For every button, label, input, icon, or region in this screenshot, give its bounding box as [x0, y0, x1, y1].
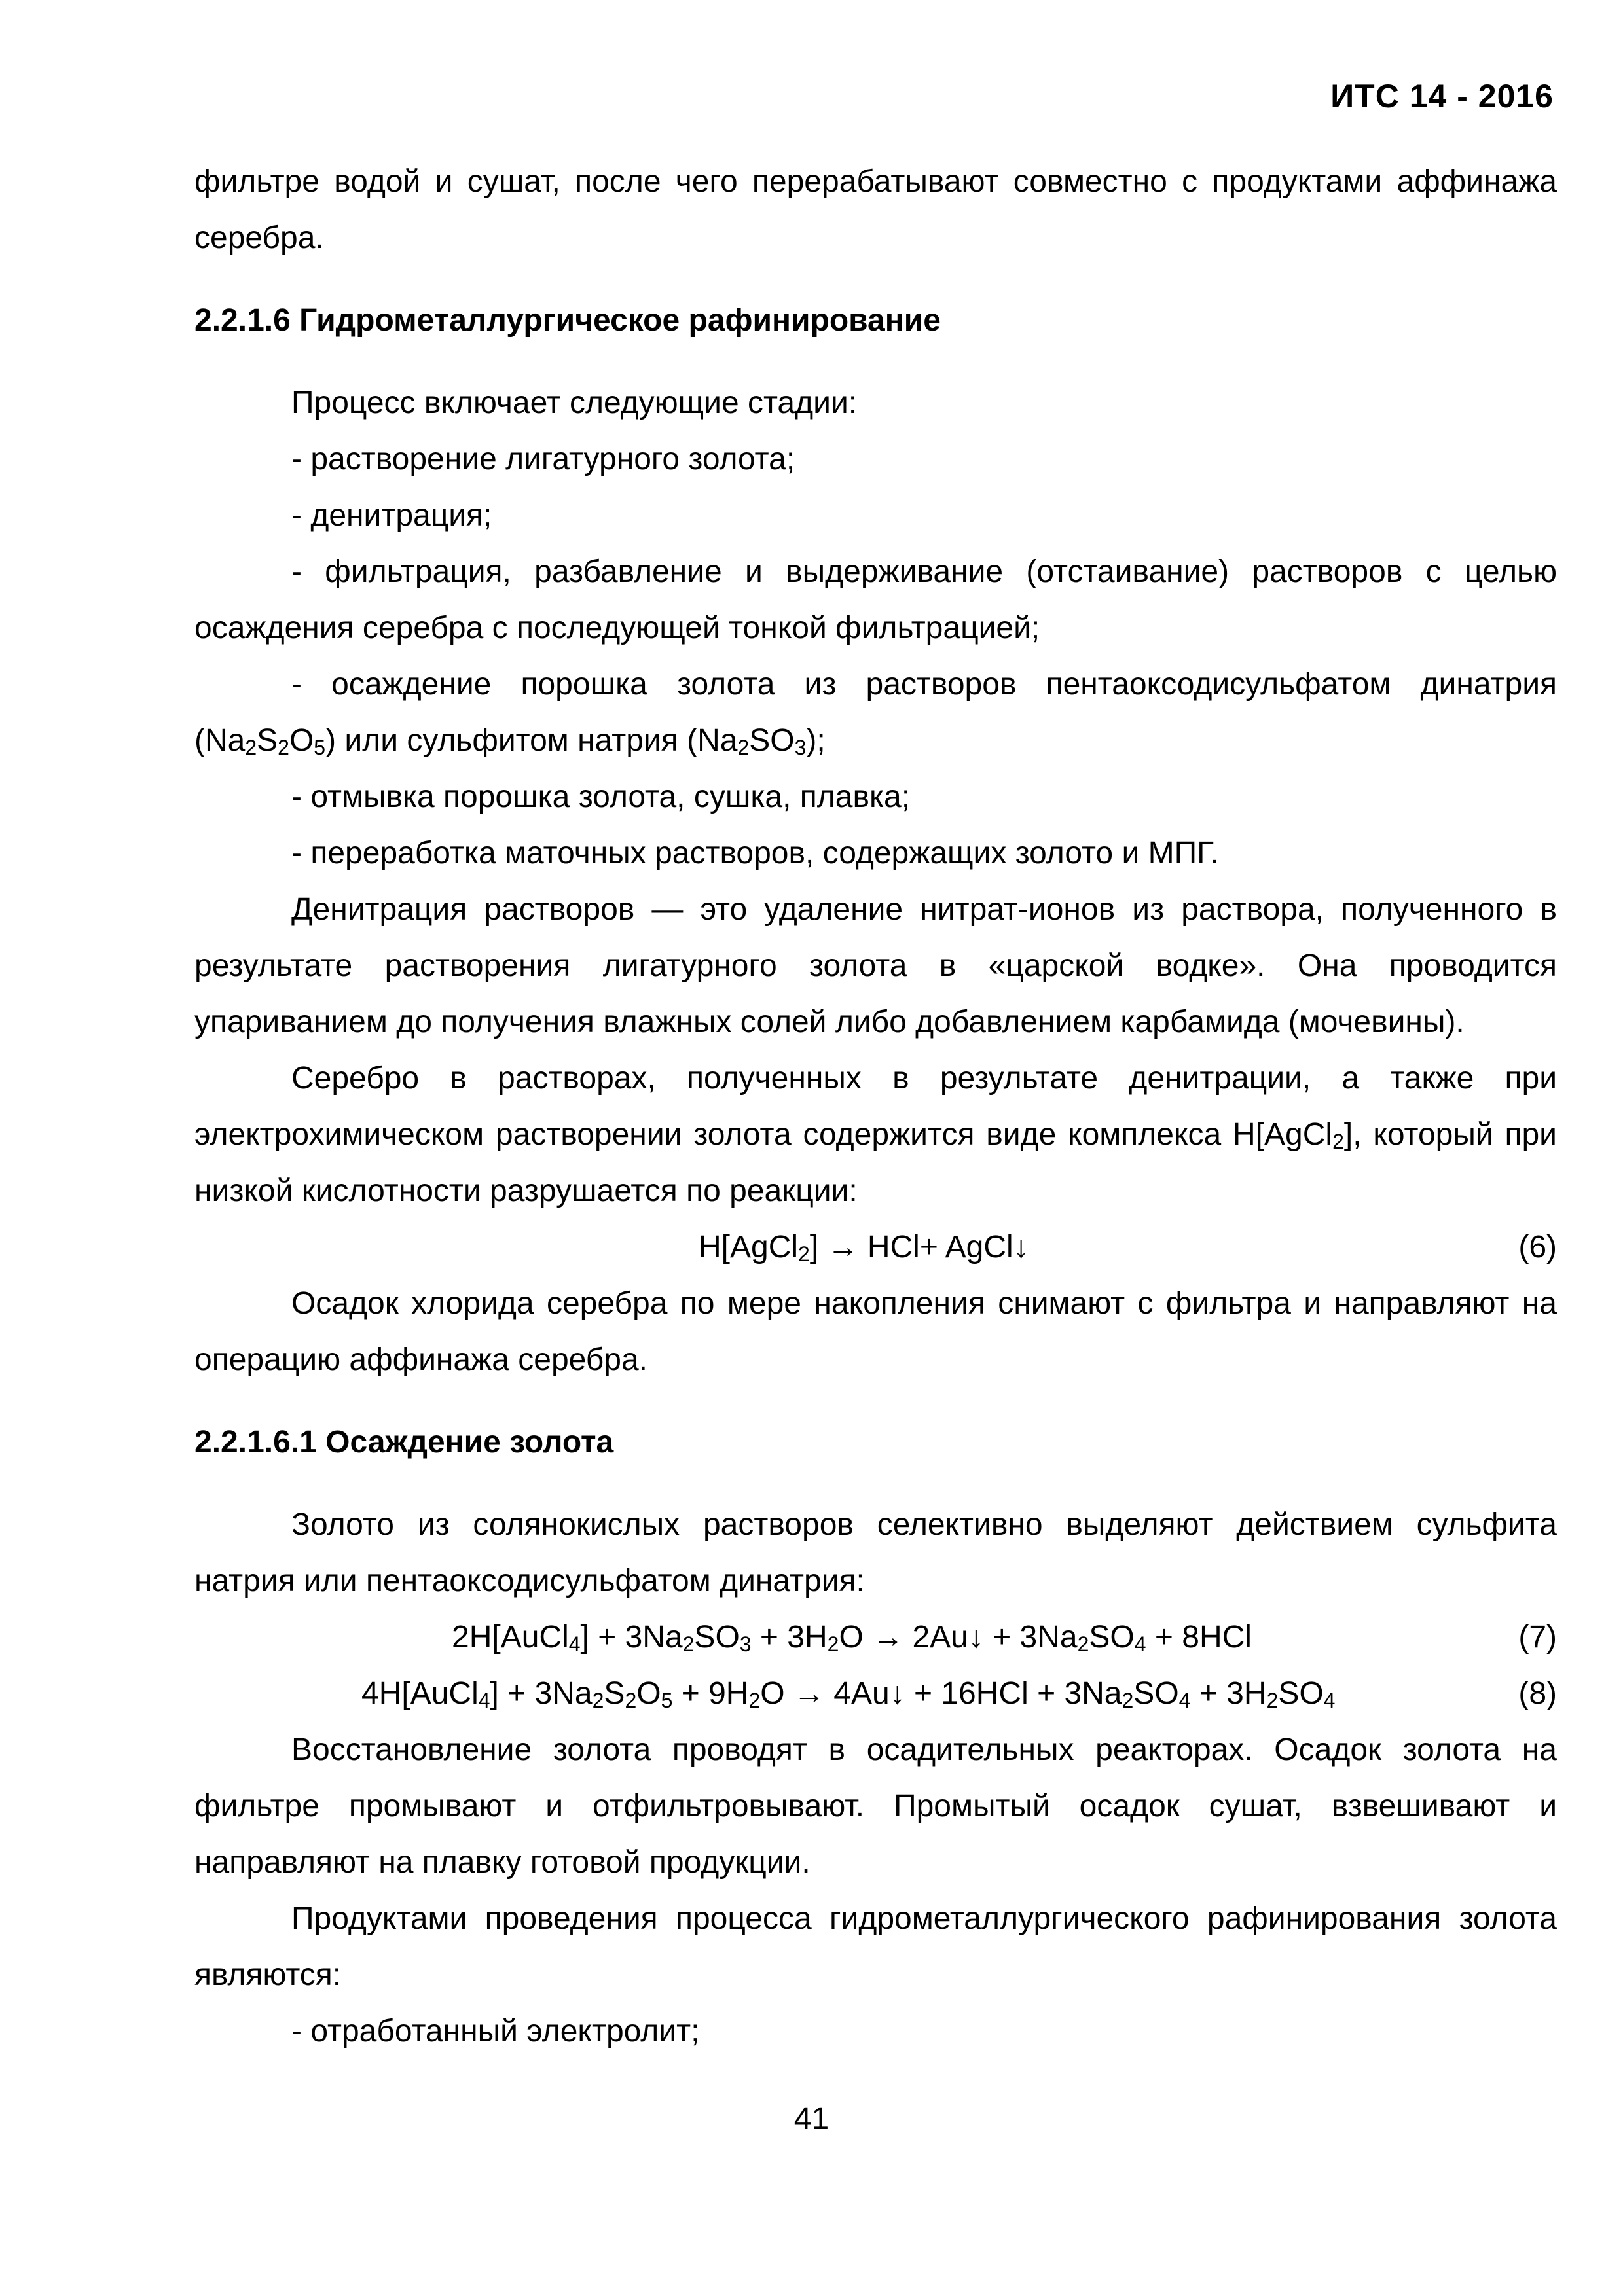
- equation-7-number: (7): [1518, 1620, 1557, 1655]
- stage-item-2: - денитрация;: [291, 498, 492, 533]
- section-heading-2-2-1-6-1: 2.2.1.6.1 Осаждение золота: [194, 1425, 614, 1460]
- section-heading-2-2-1-6: 2.2.1.6 Гидрометаллургическое рафинирование: [194, 303, 941, 338]
- paragraph-continuation: фильтре водой и сушат, после чего перерабатывают совместно с продуктами аффинажа серебра.: [194, 164, 1557, 255]
- equation-8-number: (8): [1518, 1676, 1557, 1711]
- equation-7: [194, 1609, 1557, 1666]
- equation-6-number: (6): [1518, 1230, 1557, 1265]
- stage-item-3: - фильтрация, разбавление и выдерживание (отстаивание) растворов с целью осаждения серебра с последующей тонкой фильтрацией;: [194, 554, 1557, 645]
- product-item-1: - отработанный электролит;: [291, 2014, 700, 2049]
- paragraph-silver: Серебро в растворах, полученных в результате денитрации, а также при электрохимическом растворении золота содержится виде комплекса H[AgCl$_2$], который при низкой кислотности разрушается по реакции:: [194, 1061, 1557, 1208]
- stage-item-1: - растворение лигатурного золота;: [291, 442, 795, 476]
- equation-8: [194, 1666, 1557, 1722]
- stage-item-5: - отмывка порошка золота, сушка, плавка;: [291, 780, 911, 814]
- document-id-header: ИТС 14 - 2016: [1330, 78, 1554, 115]
- equation-6: [194, 1219, 1557, 1276]
- equation-6-text: H[AgCl$_2$] → HCl+ AgCl↓: [699, 1230, 1029, 1266]
- equation-7-text: 2H[AuCl$_4$] + $3Na_2SO_3 + 3H_2O$ → 2Au↓ + $3Na_2SO_4 + 8HCl$: [452, 1620, 1252, 1656]
- paragraph-silver-chloride: Осадок хлорида серебра по мере накопления снимают с фильтра и направляют на операцию аффинажа серебра.: [194, 1286, 1557, 1377]
- paragraph-gold-reduction: Восстановление золота проводят в осадительных реакторах. Осадок золота на фильтре промывают и отфильтровывают. Промытый осадок сушат, взвешивают и направляют на плавку готовой продукции.: [194, 1732, 1557, 1880]
- page-number: 41: [793, 2102, 830, 2136]
- paragraph-denitration: Денитрация растворов — это удаление нитрат-ионов из раствора, полученного в результате растворения лигатурного золота в «царской водке». Она проводится упариванием до получения влажных солей либо добавлением карбамида (мочевины).: [194, 892, 1557, 1039]
- stages-intro: Процесс включает следующие стадии:: [291, 386, 858, 420]
- paragraph-products: Продуктами проведения процесса гидрометаллургического рафинирования золота являются:: [194, 1901, 1557, 1992]
- paragraph-gold-precipitation: Золото из солянокислых растворов селективно выделяют действием сульфита натрия или пентаоксодисульфатом динатрия:: [194, 1507, 1557, 1598]
- document-body: [194, 154, 1557, 2060]
- equation-8-text: 4H[AuCl$_4$] + $3Na_2S_2O_5 + 9H_2O$ → 4Au↓ + $16HCl + 3Na_2SO_4 + 3H_2SO_4$: [361, 1676, 1336, 1712]
- stage-item-6: - переработка маточных растворов, содержащих золото и МПГ.: [291, 836, 1219, 870]
- stage-item-4: - осаждение порошка золота из растворов пентаоксодисульфатом динатрия $(Na_2S_2O_5)$ или сульфитом натрия $(Na_2SO_3)$;: [194, 667, 1557, 759]
